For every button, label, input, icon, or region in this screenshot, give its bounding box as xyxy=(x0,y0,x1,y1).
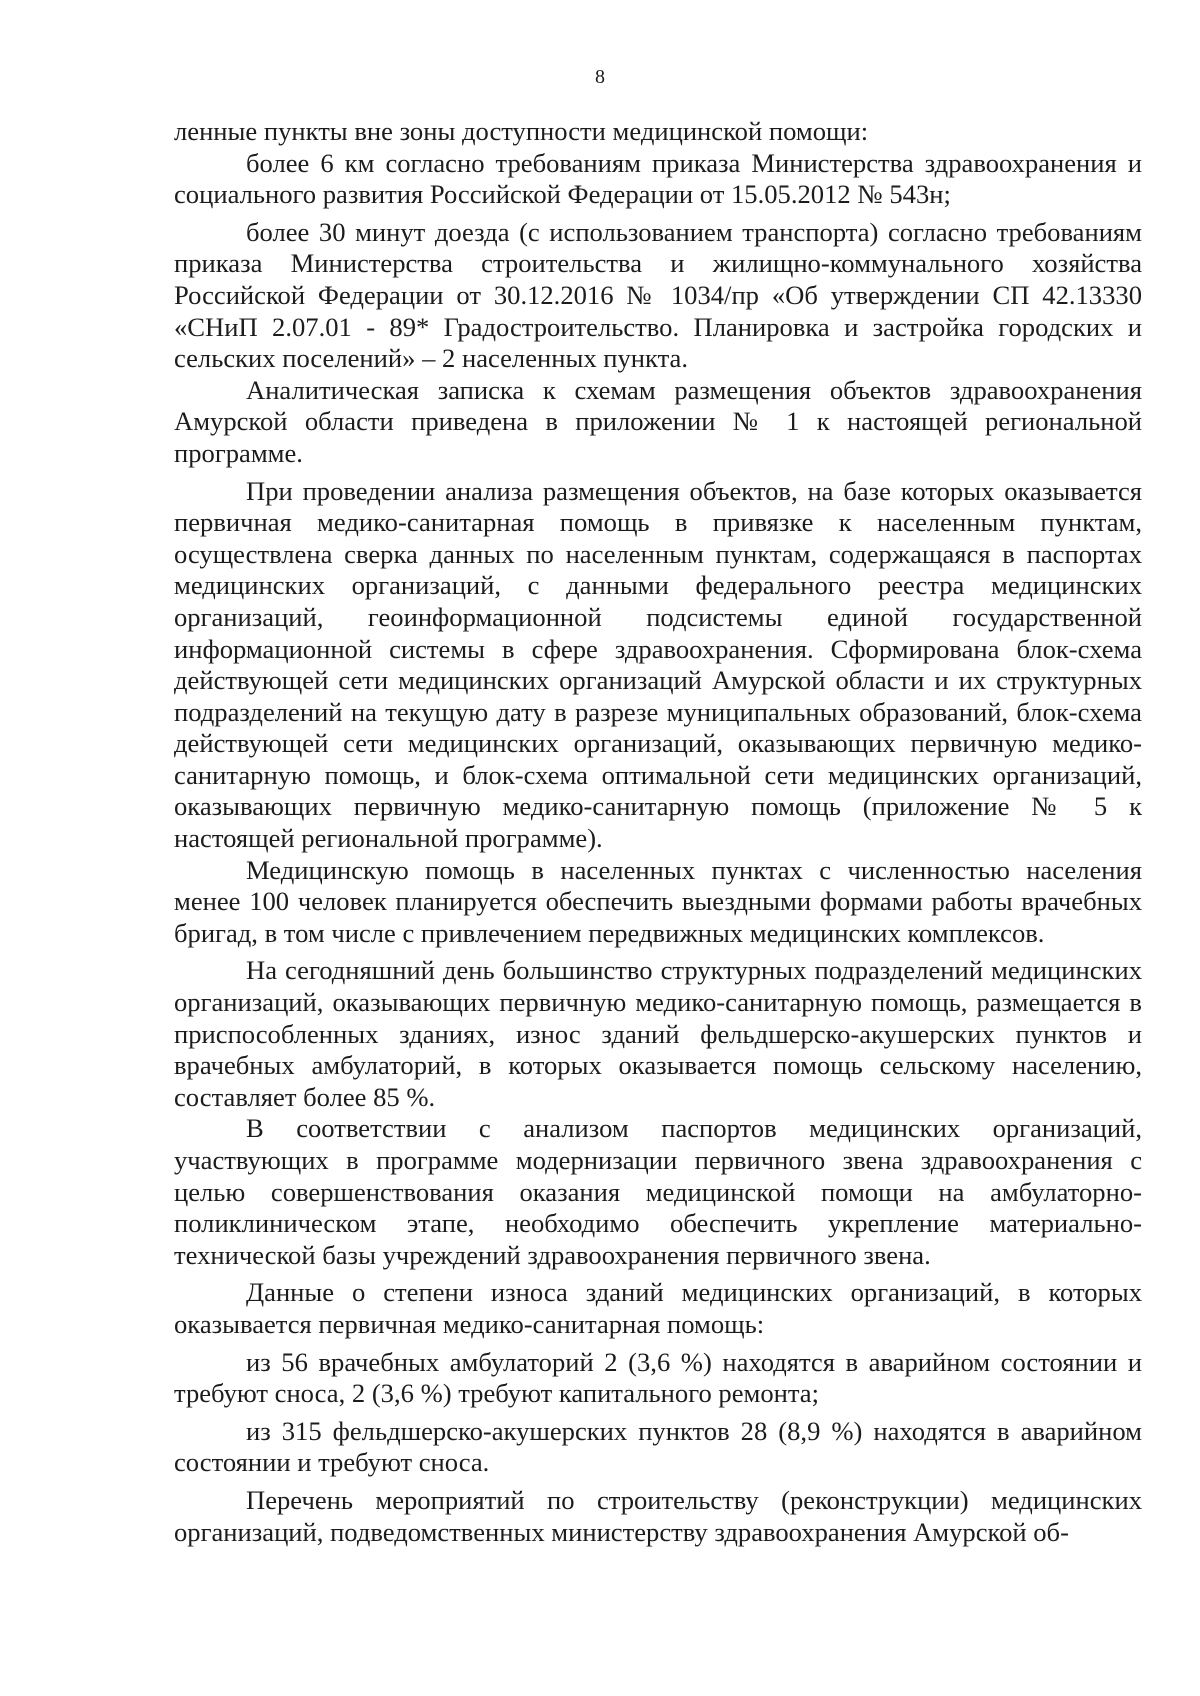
paragraph: более 30 минут доезда (с использованием транспорта) согласно требованиям приказа Министерства строительства и жилищно-коммунального хозяйства Российской Федерации от 30.12.2016 № 1034/пр «Об утверждении СП 42.13330 «СНиП 2.07.01 - 89* Градостроительство. Планировка и застройка городских и сельских поселений» – 2 населенных пункта. xyxy=(174,216,1142,374)
paragraph: более 6 км согласно требованиям приказа Министерства здравоохранения и социального развития Российской Федерации от 15.05.2012 № 543н; xyxy=(174,147,1142,210)
paragraph: Перечень мероприятий по строительству (реконструкции) медицинских организаций, подведомственных министерству здравоохранения Амурской об- xyxy=(174,1484,1142,1547)
paragraph: из 56 врачебных амбулаторий 2 (3,6 %) находятся в аварийном состоянии и требуют сноса, 2 (3,6 %) требуют капитального ремонта; xyxy=(174,1346,1142,1409)
paragraph: из 315 фельдшерско-акушерских пунктов 28 (8,9 %) находятся в аварийном состоянии и требуют сноса. xyxy=(174,1415,1142,1478)
paragraph: Данные о степени износа зданий медицинских организаций, в которых оказывается первичная медико-санитарная помощь: xyxy=(174,1277,1142,1339)
document-body xyxy=(174,116,1142,1548)
paragraph-continuation: ленные пункты вне зоны доступности медицинской помощи: xyxy=(174,116,869,146)
paragraph: При проведении анализа размещения объектов, на базе которых оказывается первичная медико-санитарная помощь в привязке к населенным пунктам, осуществлена сверка данных по населенным пунктам, содержащаяся в паспортах медицинских организаций, с данными федерального реестра медицинских организаций, геоинформационной подсистемы единой государственной информационной системы в сфере здравоохранения. Сформирована блок-схема действующей сети медицинских организаций Амурской области и их структурных подразделений на текущую дату в разрезе муниципальных образований, блок-схема действующей сети медицинских организаций, оказывающих первичную медико-санитарную помощь, и блок-схема оптимальной сети медицинских организаций, оказывающих первичную медико-санитарную помощь (приложение № 5 к настоящей региональной программе). xyxy=(174,475,1142,854)
paragraph: Медицинскую помощь в населенных пунктах с численностью населения менее 100 человек планируется обеспечить выездными формами работы врачебных бригад, в том числе с привлечением передвижных медицинских комплексов. xyxy=(174,854,1142,948)
paragraph: Аналитическая записка к схемам размещения объектов здравоохранения Амурской области приведена в приложении № 1 к настоящей региональной программе. xyxy=(174,374,1142,468)
paragraph: На сегодняшний день большинство структурных подразделений медицинских организаций, оказывающих первичную медико-санитарную помощь, размещается в приспособленных зданиях, износ зданий фельдшерско-акушерских пунктов и врачебных амбулаторий, в которых оказывается помощь сельскому населению, составляет более 85 %. xyxy=(174,955,1142,1112)
page-number: 8 xyxy=(595,66,605,88)
paragraph: В соответствии с анализом паспортов медицинских организаций, участвующих в программе модернизации первичного звена здравоохранения с целью совершенствования оказания медицинской помощи на амбулаторно-поликлиническом этапе, необходимо обеспечить укрепление материально-технической базы учреждений здравоохранения первичного звена. xyxy=(174,1113,1142,1270)
